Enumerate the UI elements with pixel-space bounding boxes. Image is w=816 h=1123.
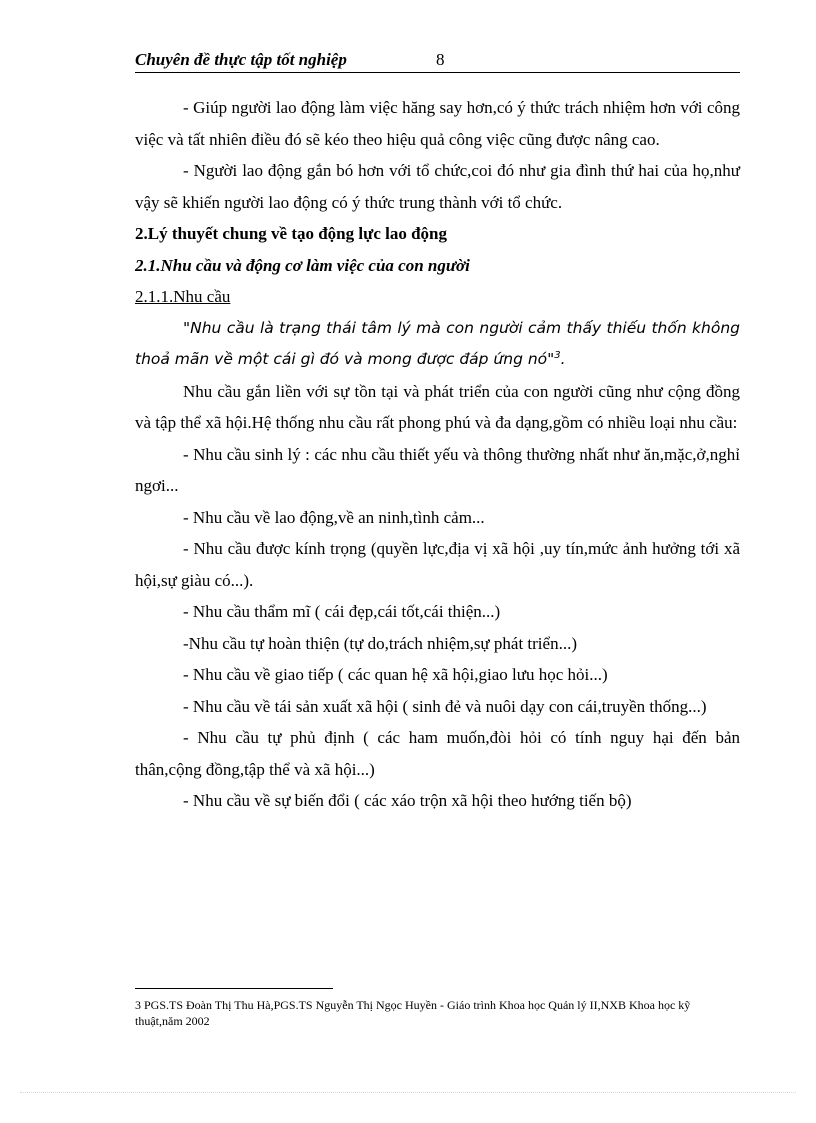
paragraph: - Giúp người lao động làm việc hăng say hơn,có ý thức trách nhiệm hơn với công việc và tất nhiên điều đó sẽ kéo theo hiệu quả công việc cũng được nâng cao.	[135, 98, 740, 149]
definition-quote	[135, 313, 740, 376]
list-item: - Nhu cầu sinh lý : các nhu cầu thiết yếu và thông thường nhất như ăn,mặc,ở,nghỉ ngơi...	[135, 444, 740, 495]
list-item: - Nhu cầu tự phủ định ( các ham muốn,đòi hỏi có tính nguy hại đến bản thân,cộng đồng,tập thể và xã hội...)	[135, 728, 740, 779]
document-title: Chuyên đề thực tập tốt nghiệp	[135, 50, 347, 69]
list-item: - Nhu cầu về tái sản xuất xã hội ( sinh đẻ và nuôi dạy con cái,truyền thống...)	[183, 696, 707, 716]
footnote: 3 PGS.TS Đoàn Thị Thu Hà,PGS.TS Nguyễn Thị Ngọc Huyền - Giáo trình Khoa học Quản lý II,NXB Khoa học kỹ thuật,năm 2002	[135, 998, 691, 1028]
list-item: - Nhu cầu về lao động,về an ninh,tình cảm...	[183, 507, 485, 527]
page-number: 8	[436, 50, 445, 69]
page-header	[135, 50, 740, 73]
list-item: -Nhu cầu tự hoàn thiện (tự do,trách nhiệm,sự phát triển...)	[183, 633, 577, 653]
footnote-ref: 3	[554, 349, 561, 361]
list-item: - Nhu cầu thẩm mĩ ( cái đẹp,cái tốt,cái thiện...)	[183, 602, 501, 621]
paragraph: - Người lao động gắn bó hơn với tổ chức,coi đó như gia đình thứ hai của họ,như vậy sẽ khiến người lao động có ý thức trung thành với tổ chức.	[135, 161, 740, 212]
page-body	[135, 92, 740, 817]
list-item: - Nhu cầu được kính trọng (quyền lực,địa vị xã hội ,uy tín,mức ảnh hưởng tới xã hội,sự giàu có...).	[135, 539, 740, 590]
quote-text: "Nhu cầu là trạng thái tâm lý mà con người cảm thấy thiếu thốn không thoả mãn về một cái gì đó và mong được đáp ứng nó"	[135, 318, 740, 368]
subsubsection-heading: 2.1.1.Nhu cầu	[135, 287, 231, 306]
section-heading: 2.Lý thuyết chung về tạo động lực lao động	[135, 224, 447, 243]
list-item: - Nhu cầu về giao tiếp ( các quan hệ xã hội,giao lưu học hỏi...)	[183, 665, 608, 684]
subsection-heading: 2.1.Nhu cầu và động cơ làm việc của con người	[135, 255, 470, 275]
quote-tail: .	[560, 350, 566, 368]
list-item: - Nhu cầu về sự biến đổi ( các xáo trộn xã hội theo hướng tiến bộ)	[183, 791, 632, 810]
page-bottom-border	[20, 1092, 796, 1093]
footnote-separator	[135, 988, 333, 989]
paragraph: Nhu cầu gắn liền với sự tồn tại và phát triển của con người cũng như cộng đồng và tập thể xã hội.Hệ thống nhu cầu rất phong phú và đa dạng,gồm có nhiều loại nhu cầu:	[135, 381, 740, 432]
